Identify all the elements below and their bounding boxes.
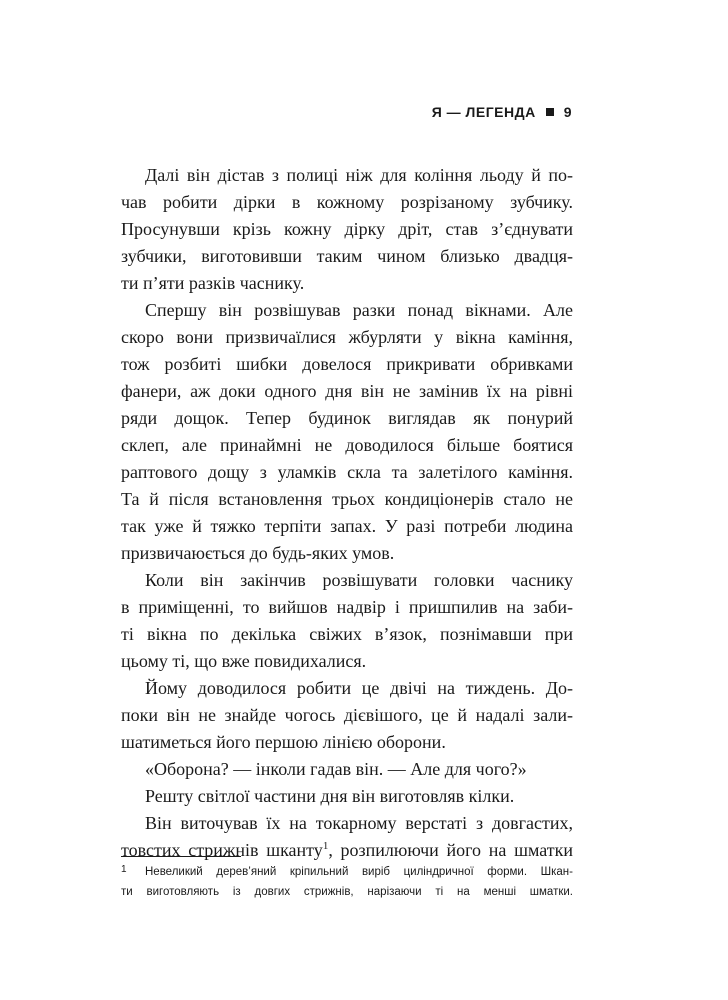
footnote-number: 1 bbox=[121, 864, 127, 875]
footnote bbox=[121, 862, 573, 902]
text-line-with-footnote bbox=[121, 837, 573, 864]
text-line: Він виточував їх на токарному верстаті з довгастих, bbox=[145, 813, 573, 833]
text-line: зубчики, виготовивши таким чином близько двадця- bbox=[121, 246, 573, 266]
text-fragment: , розпилюючи його на шматки bbox=[328, 840, 574, 860]
text-line: скоро вони призвичаїлися жбурляти у вікна каміння, bbox=[121, 327, 573, 347]
text-line: Йому доводилося робити це двічі на тиждень. До- bbox=[145, 678, 573, 698]
text-line: фанери, аж доки одного дня він не замінив їх на рівні bbox=[121, 381, 573, 401]
footnote-line: Невеликий дерев’яний кріпильний виріб циліндричної форми. Шкан- bbox=[145, 866, 573, 878]
text-fragment: товстих стрижнів шканту bbox=[121, 840, 323, 860]
text-line: ті вікна по декілька свіжих в’язок, познімавши при bbox=[121, 624, 573, 644]
footnote-reference[interactable]: 1 bbox=[322, 840, 329, 852]
text-line: Та й після встановлення трьох кондиціонерів стало не bbox=[121, 489, 573, 509]
text-line: шатиметься його першою лінією оборони. bbox=[121, 732, 446, 752]
text-line: ряди дощок. Тепер будинок виглядав як понурий bbox=[121, 408, 573, 428]
text-line: призвичаюється до будь-яких умов. bbox=[121, 543, 395, 563]
text-line: тож розбиті шибки довелося прикривати обривками bbox=[121, 354, 573, 374]
text-line: чав робити дірки в кожному розрізаному зубчику. bbox=[121, 192, 573, 212]
text-line: Просунувши крізь кожну дірку дріт, став з’єднувати bbox=[121, 219, 573, 239]
paragraph-1 bbox=[121, 162, 573, 297]
text-line: склеп, але принаймні не доводилося більше боятися bbox=[121, 435, 573, 455]
text-line: ти п’яти разків часнику. bbox=[121, 273, 305, 293]
paragraph-5 bbox=[121, 756, 573, 783]
text-line: «Оборона? — інколи гадав він. — Але для чого?» bbox=[145, 759, 527, 779]
text-line: цьому ті, що вже повидихалися. bbox=[121, 651, 367, 671]
text-line: в приміщенні, то вийшов надвір і пришпилив на заби- bbox=[121, 597, 573, 617]
running-header bbox=[432, 104, 572, 120]
paragraph-6 bbox=[121, 783, 573, 810]
text-line: поки він не знайде чогось дієвішого, це й надалі зали- bbox=[121, 705, 573, 725]
paragraph-2 bbox=[121, 297, 573, 567]
text-line: Коли він закінчив розвішувати головки часнику bbox=[145, 570, 573, 590]
text-line: раптового дощу з уламків скла та залетілого каміння. bbox=[121, 462, 573, 482]
text-line: Спершу він розвішував разки понад вікнами. Але bbox=[145, 300, 573, 320]
paragraph-4 bbox=[121, 675, 573, 756]
paragraph-3 bbox=[121, 567, 573, 675]
footnote-divider bbox=[121, 856, 241, 857]
text-line: так уже й тяжко терпіти запах. У разі потреби людина bbox=[121, 516, 573, 536]
text-line: Далі він дістав з полиці ніж для коління льоду й по- bbox=[145, 165, 573, 185]
body-text bbox=[121, 162, 573, 864]
page-number: 9 bbox=[563, 104, 572, 120]
footnote-line: ти виготовляють із довгих стрижнів, нарізаючи ті на менші шматки. bbox=[121, 886, 573, 898]
header-separator-square bbox=[546, 108, 554, 116]
text-line: Решту світлої частини дня він виготовляв кілки. bbox=[145, 786, 515, 806]
running-header-title: Я — ЛЕГЕНДА bbox=[431, 104, 536, 120]
